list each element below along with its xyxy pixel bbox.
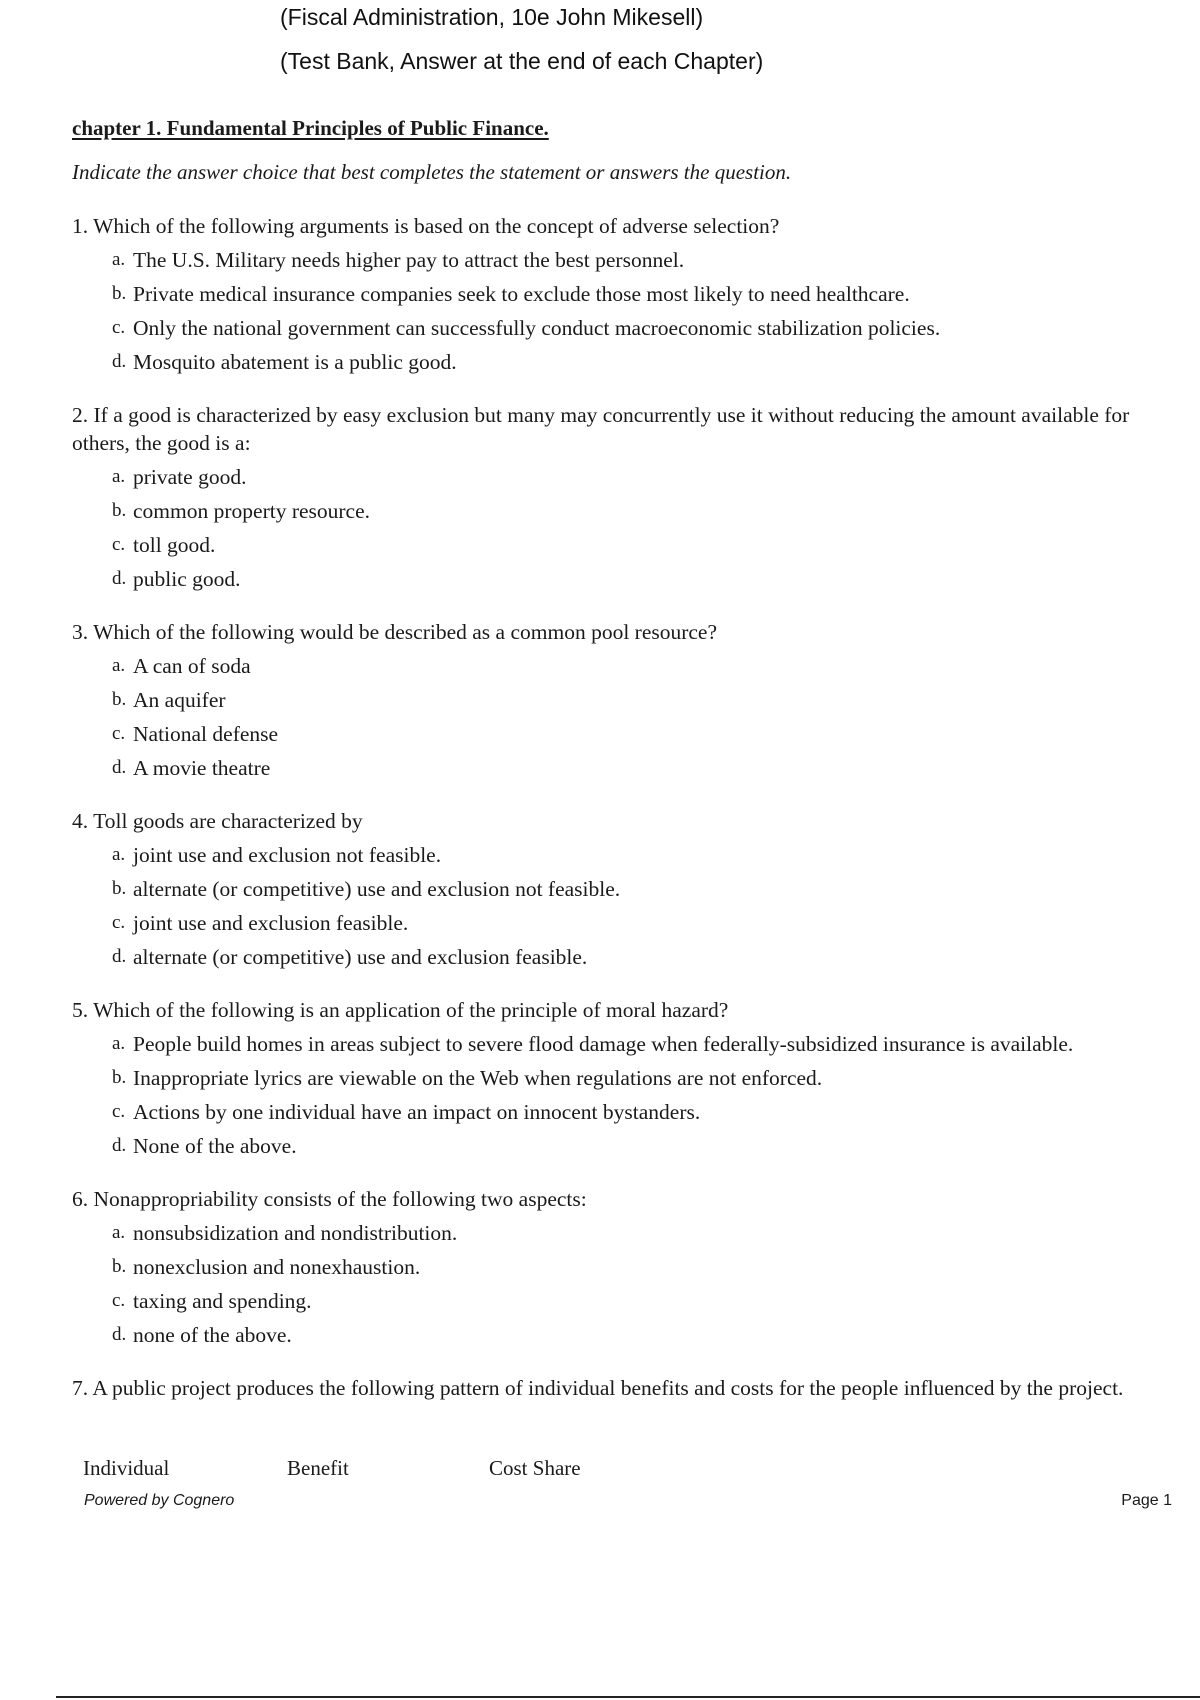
- choice-text: The U.S. Military needs higher pay to attract the best personnel.: [133, 248, 685, 272]
- question-stem: 4. Toll goods are characterized by: [72, 809, 363, 833]
- choice-text: joint use and exclusion not feasible.: [133, 843, 442, 867]
- question-2: [72, 401, 1172, 593]
- choice-letter: b.: [112, 878, 127, 899]
- choice-letter: c.: [112, 317, 126, 338]
- answer-choice: [72, 314, 1172, 342]
- answer-choices: [72, 463, 1172, 593]
- table-header-cost-share: Cost Share: [489, 1456, 581, 1480]
- answer-choice: [72, 246, 1172, 274]
- choice-text: None of the above.: [133, 1134, 297, 1158]
- instructions-text: Indicate the answer choice that best completes the statement or answers the question.: [72, 160, 792, 184]
- choice-text: People build homes in areas subject to severe flood damage when federally-subsidized insurance is available.: [133, 1032, 1074, 1056]
- answer-choice: [72, 1321, 1172, 1349]
- choice-letter: c.: [112, 723, 126, 744]
- answer-choice: [72, 1064, 1172, 1092]
- answer-choice: [72, 1030, 1172, 1058]
- document-header-subtitle: (Test Bank, Answer at the end of each Chapter): [280, 48, 764, 74]
- choice-text: A movie theatre: [133, 756, 271, 780]
- choice-text: Actions by one individual have an impact on innocent bystanders.: [133, 1100, 701, 1124]
- answer-choices: [72, 1219, 1172, 1349]
- question-7: [72, 1374, 1172, 1402]
- choice-text: A can of soda: [133, 654, 251, 678]
- question-stem: 2. If a good is characterized by easy exclusion but many may concurrently use it without reducing the amount available for others, the good is a:: [72, 403, 1130, 455]
- answer-choice: [72, 531, 1172, 559]
- choice-letter: a.: [112, 655, 126, 676]
- answer-choice: [72, 565, 1172, 593]
- answer-choices: [72, 246, 1172, 376]
- choice-text: Inappropriate lyrics are viewable on the Web when regulations are not enforced.: [133, 1066, 823, 1090]
- choice-letter: d.: [112, 1324, 127, 1345]
- choice-letter: d.: [112, 946, 127, 967]
- choice-letter: b.: [112, 283, 127, 304]
- answer-choice: [72, 1219, 1172, 1247]
- choice-letter: d.: [112, 1135, 127, 1156]
- answer-choice: [72, 1098, 1172, 1126]
- choice-letter: a.: [112, 249, 126, 270]
- chapter-title: chapter 1. Fundamental Principles of Public Finance.: [72, 116, 549, 140]
- answer-choice: [72, 1253, 1172, 1281]
- question-1: [72, 212, 1172, 376]
- choice-letter: d.: [112, 757, 127, 778]
- page-number: Page 1: [1121, 1492, 1172, 1509]
- question-6: [72, 1185, 1172, 1349]
- choice-text: nonexclusion and nonexhaustion.: [133, 1255, 421, 1279]
- bottom-divider: [56, 1696, 1200, 1698]
- question-5: [72, 996, 1172, 1160]
- choice-text: nonsubsidization and nondistribution.: [133, 1221, 458, 1245]
- choice-letter: a.: [112, 466, 126, 487]
- answer-choice: [72, 497, 1172, 525]
- answer-choice: [72, 754, 1172, 782]
- answer-choice: [72, 909, 1172, 937]
- answer-choice: [72, 841, 1172, 869]
- answer-choices: [72, 841, 1172, 971]
- choice-letter: b.: [112, 500, 127, 521]
- answer-choice: [72, 1132, 1172, 1160]
- answer-choice: [72, 943, 1172, 971]
- choice-letter: b.: [112, 1067, 127, 1088]
- choice-letter: b.: [112, 689, 127, 710]
- choice-text: Only the national government can successfully conduct macroeconomic stabilization policies.: [133, 316, 941, 340]
- table-header-benefit: Benefit: [287, 1456, 349, 1480]
- answer-choices: [72, 652, 1172, 782]
- question-stem: 7. A public project produces the following pattern of individual benefits and costs for the people influenced by the project.: [72, 1376, 1124, 1400]
- question-stem: 3. Which of the following would be described as a common pool resource?: [72, 620, 718, 644]
- question-4: [72, 807, 1172, 971]
- choice-letter: c.: [112, 912, 126, 933]
- answer-choice: [72, 463, 1172, 491]
- answer-choice: [72, 348, 1172, 376]
- answer-choice: [72, 280, 1172, 308]
- question-stem: 1. Which of the following arguments is based on the concept of adverse selection?: [72, 214, 780, 238]
- choice-text: Private medical insurance companies seek to exclude those most likely to need healthcare.: [133, 282, 910, 306]
- footer-brand: Powered by Cognero: [84, 1492, 235, 1509]
- question-list: [72, 212, 1172, 1427]
- question-stem: 5. Which of the following is an application of the principle of moral hazard?: [72, 998, 729, 1022]
- answer-choice: [72, 652, 1172, 680]
- choice-letter: d.: [112, 351, 127, 372]
- choice-text: private good.: [133, 465, 247, 489]
- answer-choices: [72, 1030, 1172, 1160]
- answer-choice: [72, 875, 1172, 903]
- document-header-title: (Fiscal Administration, 10e John Mikesell): [280, 4, 704, 30]
- answer-choice: [72, 720, 1172, 748]
- choice-text: public good.: [133, 567, 241, 591]
- choice-letter: a.: [112, 1222, 126, 1243]
- choice-text: An aquifer: [133, 688, 226, 712]
- choice-letter: a.: [112, 844, 126, 865]
- choice-text: alternate (or competitive) use and exclusion not feasible.: [133, 877, 621, 901]
- choice-text: taxing and spending.: [133, 1289, 312, 1313]
- choice-letter: d.: [112, 568, 127, 589]
- choice-letter: b.: [112, 1256, 127, 1277]
- question-stem: 6. Nonappropriability consists of the following two aspects:: [72, 1187, 587, 1211]
- choice-text: common property resource.: [133, 499, 371, 523]
- choice-text: joint use and exclusion feasible.: [133, 911, 409, 935]
- choice-letter: c.: [112, 1101, 126, 1122]
- choice-text: none of the above.: [133, 1323, 292, 1347]
- choice-letter: c.: [112, 1290, 126, 1311]
- choice-text: alternate (or competitive) use and exclusion feasible.: [133, 945, 588, 969]
- answer-choice: [72, 686, 1172, 714]
- table-header-individual: Individual: [83, 1456, 170, 1480]
- choice-letter: a.: [112, 1033, 126, 1054]
- choice-text: Mosquito abatement is a public good.: [133, 350, 457, 374]
- choice-text: toll good.: [133, 533, 216, 557]
- question-3: [72, 618, 1172, 782]
- choice-text: National defense: [133, 722, 279, 746]
- choice-letter: c.: [112, 534, 126, 555]
- answer-choice: [72, 1287, 1172, 1315]
